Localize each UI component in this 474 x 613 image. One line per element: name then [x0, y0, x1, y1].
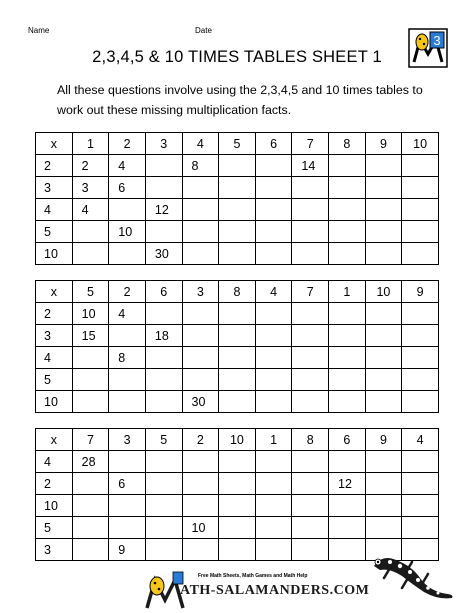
table-row — [36, 303, 439, 325]
answer-cell[interactable] — [219, 303, 256, 325]
answer-cell[interactable] — [402, 177, 439, 199]
answer-cell[interactable] — [109, 325, 146, 347]
table-header-cell: 10 — [365, 281, 402, 303]
table-row — [36, 177, 439, 199]
answer-cell[interactable] — [329, 517, 366, 539]
answer-cell[interactable] — [365, 517, 402, 539]
page-title: 2,3,4,5 & 10 TIMES TABLES SHEET 1 — [92, 48, 382, 66]
answer-cell[interactable]: 10 — [182, 517, 219, 539]
answer-cell[interactable] — [292, 369, 329, 391]
answer-cell[interactable] — [219, 451, 256, 473]
table-row — [36, 451, 439, 473]
table-header-cell: 7 — [72, 429, 109, 451]
row-multiplier: 5 — [36, 221, 73, 243]
answer-cell[interactable] — [182, 451, 219, 473]
answer-cell[interactable] — [219, 473, 256, 495]
answer-cell[interactable] — [402, 369, 439, 391]
answer-cell[interactable] — [329, 221, 366, 243]
answer-cell[interactable] — [292, 347, 329, 369]
salamander-icon — [368, 548, 458, 603]
answer-cell[interactable]: 30 — [145, 243, 182, 265]
table-header-cell: 7 — [292, 281, 329, 303]
table-header-cell: 1 — [72, 133, 109, 155]
row-multiplier: 3 — [36, 177, 73, 199]
table-header-cell: x — [36, 133, 73, 155]
table-header-cell: 6 — [255, 133, 292, 155]
row-multiplier: 4 — [36, 451, 73, 473]
answer-cell[interactable] — [365, 303, 402, 325]
table-header-cell: 3 — [145, 133, 182, 155]
answer-cell[interactable] — [109, 451, 146, 473]
answer-cell[interactable] — [292, 391, 329, 413]
table-row — [36, 221, 439, 243]
answer-cell[interactable]: 10 — [109, 221, 146, 243]
table-header-row — [36, 429, 439, 451]
date-label: Date — [195, 26, 212, 35]
answer-cell[interactable] — [219, 539, 256, 561]
row-multiplier: 2 — [36, 473, 73, 495]
answer-cell[interactable] — [329, 495, 366, 517]
salamander-logo-icon — [408, 28, 448, 68]
table-header-cell: x — [36, 281, 73, 303]
answer-cell[interactable]: 2 — [72, 155, 109, 177]
answer-cell[interactable] — [219, 495, 256, 517]
answer-cell[interactable] — [255, 303, 292, 325]
answer-cell[interactable] — [292, 325, 329, 347]
answer-cell[interactable] — [255, 221, 292, 243]
answer-cell[interactable] — [292, 221, 329, 243]
answer-cell[interactable] — [292, 539, 329, 561]
answer-cell[interactable] — [402, 391, 439, 413]
answer-cell[interactable] — [365, 391, 402, 413]
table-header-cell: 4 — [402, 429, 439, 451]
answer-cell[interactable] — [255, 155, 292, 177]
table-header-cell: 8 — [329, 133, 366, 155]
table-header-cell: 5 — [145, 429, 182, 451]
table-header-cell: 7 — [292, 133, 329, 155]
times-table-1 — [35, 132, 439, 265]
answer-cell[interactable] — [109, 199, 146, 221]
answer-cell[interactable] — [365, 199, 402, 221]
answer-cell[interactable] — [182, 243, 219, 265]
answer-cell[interactable] — [182, 495, 219, 517]
answer-cell[interactable] — [292, 517, 329, 539]
answer-cell[interactable] — [72, 517, 109, 539]
answer-cell[interactable] — [145, 303, 182, 325]
answer-cell[interactable] — [182, 303, 219, 325]
answer-cell[interactable] — [255, 325, 292, 347]
answer-cell[interactable]: 28 — [72, 451, 109, 473]
table-header-cell: x — [36, 429, 73, 451]
answer-cell[interactable]: 4 — [109, 303, 146, 325]
answer-cell[interactable] — [182, 369, 219, 391]
answer-cell[interactable] — [72, 243, 109, 265]
row-multiplier: 10 — [36, 391, 73, 413]
answer-cell[interactable] — [182, 199, 219, 221]
answer-cell[interactable]: 8 — [182, 155, 219, 177]
table-header-cell: 6 — [329, 429, 366, 451]
row-multiplier: 2 — [36, 303, 73, 325]
footer-brand: ATH-SALAMANDERS.COM — [180, 583, 370, 598]
answer-cell[interactable] — [219, 243, 256, 265]
table-row — [36, 243, 439, 265]
answer-cell[interactable] — [145, 517, 182, 539]
row-multiplier: 3 — [36, 325, 73, 347]
answer-cell[interactable] — [402, 243, 439, 265]
table-header-row — [36, 281, 439, 303]
times-table-2 — [35, 280, 439, 413]
answer-cell[interactable] — [255, 243, 292, 265]
answer-cell[interactable] — [219, 155, 256, 177]
table-header-cell: 8 — [219, 281, 256, 303]
answer-cell[interactable] — [329, 243, 366, 265]
answer-cell[interactable] — [292, 303, 329, 325]
answer-cell[interactable] — [402, 325, 439, 347]
answer-cell[interactable] — [329, 347, 366, 369]
answer-cell[interactable] — [72, 221, 109, 243]
answer-cell[interactable] — [219, 517, 256, 539]
answer-cell[interactable] — [255, 473, 292, 495]
answer-cell[interactable] — [365, 243, 402, 265]
answer-cell[interactable] — [292, 451, 329, 473]
table-header-cell: 9 — [365, 429, 402, 451]
answer-cell[interactable] — [402, 451, 439, 473]
table-row — [36, 495, 439, 517]
answer-cell[interactable] — [365, 473, 402, 495]
answer-cell[interactable] — [255, 495, 292, 517]
table-header-cell: 3 — [182, 281, 219, 303]
answer-cell[interactable]: 12 — [145, 199, 182, 221]
table-header-cell: 5 — [72, 281, 109, 303]
answer-cell[interactable] — [255, 369, 292, 391]
table-header-cell: 9 — [365, 133, 402, 155]
answer-cell[interactable] — [402, 473, 439, 495]
answer-cell[interactable] — [329, 303, 366, 325]
answer-cell[interactable] — [109, 243, 146, 265]
answer-cell[interactable] — [219, 347, 256, 369]
answer-cell[interactable]: 15 — [72, 325, 109, 347]
answer-cell[interactable] — [329, 451, 366, 473]
table-header-row — [36, 133, 439, 155]
answer-cell[interactable] — [292, 495, 329, 517]
table-header-cell: 9 — [402, 281, 439, 303]
row-multiplier: 5 — [36, 369, 73, 391]
answer-cell[interactable] — [365, 451, 402, 473]
answer-cell[interactable] — [365, 177, 402, 199]
answer-cell[interactable] — [145, 155, 182, 177]
grade-number: 3 — [433, 33, 441, 48]
answer-cell[interactable] — [255, 451, 292, 473]
table-header-cell: 8 — [292, 429, 329, 451]
row-multiplier: 10 — [36, 495, 73, 517]
answer-cell[interactable] — [255, 517, 292, 539]
answer-cell[interactable] — [72, 495, 109, 517]
table-row — [36, 347, 439, 369]
answer-cell[interactable] — [255, 199, 292, 221]
answer-cell[interactable]: 6 — [109, 473, 146, 495]
answer-cell[interactable]: 9 — [109, 539, 146, 561]
answer-cell[interactable]: 6 — [109, 177, 146, 199]
answer-cell[interactable] — [329, 539, 366, 561]
answer-cell[interactable] — [182, 221, 219, 243]
answer-cell[interactable] — [255, 539, 292, 561]
table-header-cell: 10 — [402, 133, 439, 155]
answer-cell[interactable] — [109, 517, 146, 539]
answer-cell[interactable] — [255, 347, 292, 369]
table-header-cell: 10 — [219, 429, 256, 451]
answer-cell[interactable] — [145, 369, 182, 391]
answer-cell[interactable] — [365, 155, 402, 177]
answer-cell[interactable] — [182, 177, 219, 199]
answer-cell[interactable] — [329, 177, 366, 199]
answer-cell[interactable]: 12 — [329, 473, 366, 495]
answer-cell[interactable] — [219, 221, 256, 243]
answer-cell[interactable] — [402, 199, 439, 221]
answer-cell[interactable] — [109, 495, 146, 517]
answer-cell[interactable]: 30 — [182, 391, 219, 413]
table-header-cell: 4 — [255, 281, 292, 303]
answer-cell[interactable] — [329, 369, 366, 391]
answer-cell[interactable] — [219, 369, 256, 391]
answer-cell[interactable] — [365, 495, 402, 517]
table-header-cell: 2 — [109, 281, 146, 303]
row-multiplier: 10 — [36, 243, 73, 265]
answer-cell[interactable] — [219, 325, 256, 347]
table-header-cell: 1 — [255, 429, 292, 451]
table-row — [36, 391, 439, 413]
answer-cell[interactable] — [145, 347, 182, 369]
table-row — [36, 369, 439, 391]
answer-cell[interactable] — [219, 199, 256, 221]
answer-cell[interactable] — [109, 369, 146, 391]
answer-cell[interactable] — [365, 325, 402, 347]
answer-cell[interactable] — [329, 391, 366, 413]
row-multiplier: 4 — [36, 347, 73, 369]
answer-cell[interactable]: 14 — [292, 155, 329, 177]
answer-cell[interactable]: 4 — [72, 199, 109, 221]
answer-cell[interactable] — [145, 391, 182, 413]
answer-cell[interactable] — [145, 221, 182, 243]
row-multiplier: 5 — [36, 517, 73, 539]
answer-cell[interactable] — [219, 177, 256, 199]
table-header-cell: 6 — [145, 281, 182, 303]
answer-cell[interactable] — [109, 391, 146, 413]
answer-cell[interactable] — [72, 473, 109, 495]
answer-cell[interactable] — [72, 539, 109, 561]
table-row — [36, 199, 439, 221]
answer-cell[interactable] — [292, 243, 329, 265]
answer-cell[interactable] — [255, 177, 292, 199]
answer-cell[interactable] — [145, 177, 182, 199]
intro-text: All these questions involve using the 2,3,4,5 and 10 times tables to work out these missing multiplication facts. — [57, 83, 423, 117]
answer-cell[interactable]: 10 — [72, 303, 109, 325]
table-header-cell: 2 — [109, 133, 146, 155]
answer-cell[interactable] — [182, 325, 219, 347]
answer-cell[interactable] — [365, 221, 402, 243]
answer-cell[interactable]: 8 — [109, 347, 146, 369]
answer-cell[interactable] — [329, 325, 366, 347]
answer-cell[interactable] — [329, 155, 366, 177]
answer-cell[interactable] — [292, 473, 329, 495]
answer-cell[interactable] — [292, 199, 329, 221]
row-multiplier: 3 — [36, 539, 73, 561]
table-row — [36, 517, 439, 539]
answer-cell[interactable] — [365, 369, 402, 391]
answer-cell[interactable] — [365, 347, 402, 369]
answer-cell[interactable] — [72, 391, 109, 413]
answer-cell[interactable]: 4 — [109, 155, 146, 177]
answer-cell[interactable] — [329, 199, 366, 221]
answer-cell[interactable] — [402, 155, 439, 177]
answer-cell[interactable] — [145, 473, 182, 495]
table-header-cell: 4 — [182, 133, 219, 155]
answer-cell[interactable] — [402, 347, 439, 369]
answer-cell[interactable]: 18 — [145, 325, 182, 347]
answer-cell[interactable] — [182, 347, 219, 369]
answer-cell[interactable]: 3 — [72, 177, 109, 199]
answer-cell[interactable] — [182, 539, 219, 561]
table-header-cell: 1 — [329, 281, 366, 303]
answer-cell[interactable] — [402, 221, 439, 243]
answer-cell[interactable] — [145, 451, 182, 473]
answer-cell[interactable] — [219, 391, 256, 413]
answer-cell[interactable] — [72, 347, 109, 369]
table-header-cell: 2 — [182, 429, 219, 451]
table-row — [36, 325, 439, 347]
times-table-3 — [35, 428, 439, 561]
answer-cell[interactable] — [402, 303, 439, 325]
table-header-cell: 3 — [109, 429, 146, 451]
table-header-cell: 5 — [219, 133, 256, 155]
answer-cell[interactable] — [182, 473, 219, 495]
answer-cell[interactable] — [145, 539, 182, 561]
answer-cell[interactable] — [255, 391, 292, 413]
answer-cell[interactable] — [292, 177, 329, 199]
table-row — [36, 473, 439, 495]
answer-cell[interactable] — [72, 369, 109, 391]
table-row — [36, 155, 439, 177]
footer-tagline: Free Math Sheets, Math Games and Math Help — [198, 573, 308, 579]
answer-cell[interactable] — [145, 495, 182, 517]
row-multiplier: 4 — [36, 199, 73, 221]
row-multiplier: 2 — [36, 155, 73, 177]
name-label: Name — [28, 26, 50, 35]
answer-cell[interactable] — [402, 517, 439, 539]
answer-cell[interactable] — [402, 495, 439, 517]
